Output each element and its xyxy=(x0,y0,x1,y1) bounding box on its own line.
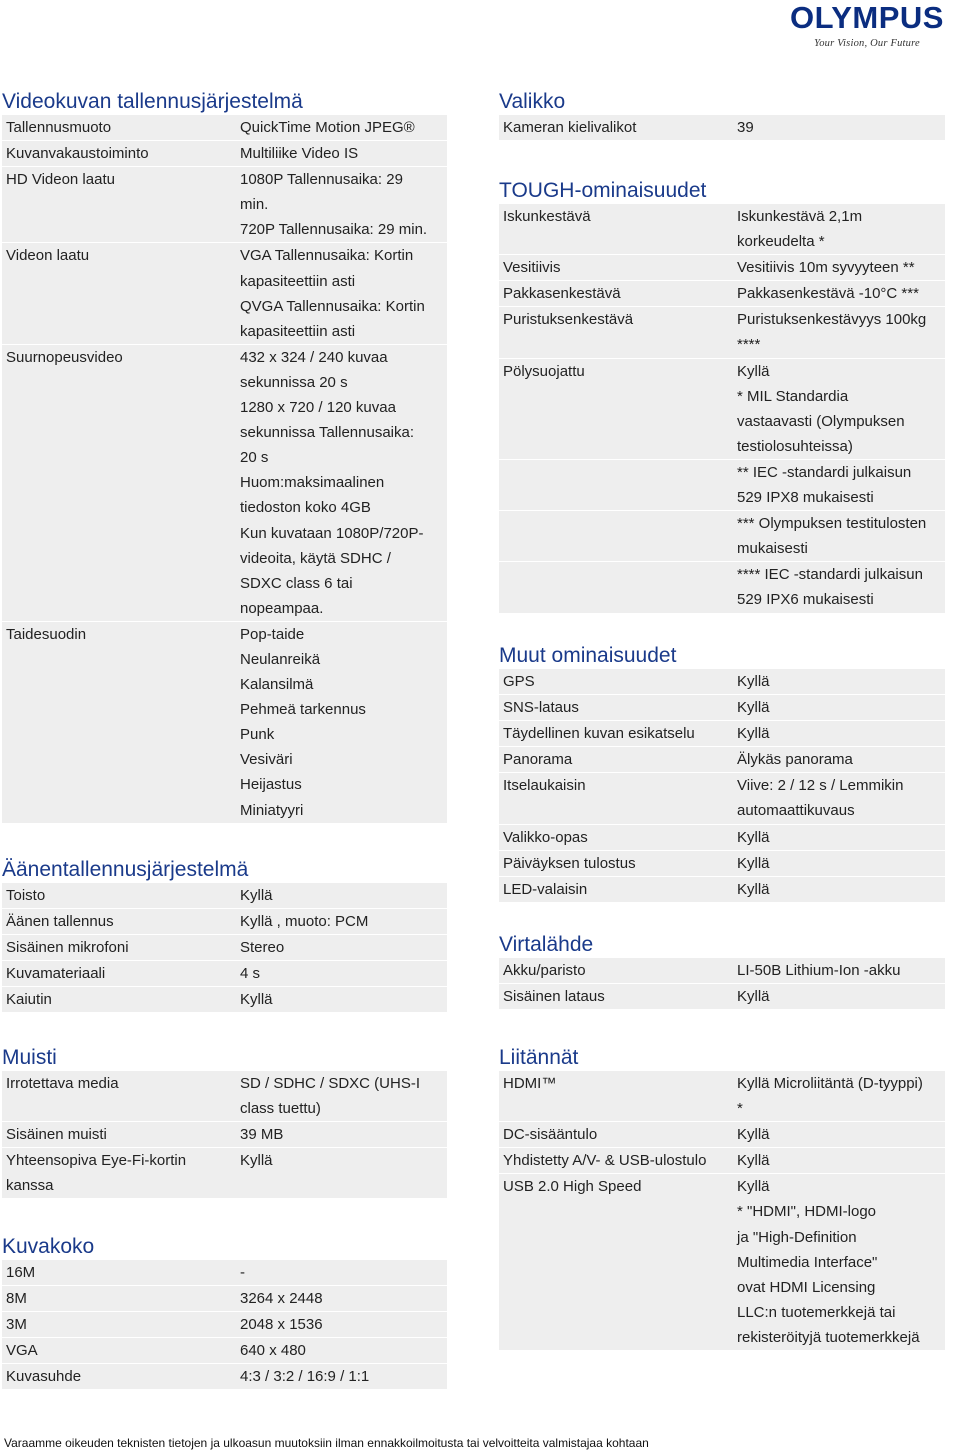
spec-value-line: SD / SDHC / SDXC (UHS-I xyxy=(240,1075,421,1092)
spec-value xyxy=(236,622,447,823)
section-title: Muisti xyxy=(2,1046,57,1069)
spec-value-line: tiedoston koko 4GB xyxy=(240,499,371,517)
spec-value-line: QVGA Tallennusaika: Kortin xyxy=(240,297,425,315)
spec-value xyxy=(236,1338,447,1363)
spec-label: Itselaukaisin xyxy=(503,777,586,795)
spec-value-line: Heijastus xyxy=(240,776,302,794)
spec-row xyxy=(2,243,447,344)
spec-value-line: *** Olympuksen testitulosten xyxy=(737,515,927,533)
spec-value-line: Neulanreikä xyxy=(240,650,321,668)
spec-row xyxy=(499,669,945,695)
spec-value xyxy=(236,141,447,166)
spec-value xyxy=(733,851,945,876)
spec-label: Vesitiivis xyxy=(503,259,561,277)
section-title: Äänentallennusjärjestelmä xyxy=(2,858,249,881)
spec-label: Puristuksenkestävä xyxy=(503,311,634,329)
spec-row xyxy=(499,562,945,613)
spec-value-line: Kyllä xyxy=(737,362,770,380)
spec-value-line: Kyllä xyxy=(737,1126,770,1144)
spec-label-line: Irrotettava media xyxy=(6,1075,119,1092)
spec-value-line: * xyxy=(737,1100,743,1118)
spec-label xyxy=(2,1122,236,1147)
spec-value xyxy=(733,958,945,983)
spec-value xyxy=(733,1174,945,1350)
spec-row xyxy=(499,984,945,1010)
spec-row xyxy=(499,747,945,773)
section-audio xyxy=(2,856,447,1013)
spec-label: Taidesuodin xyxy=(6,625,87,643)
spec-label: GPS xyxy=(503,673,535,690)
spec-value xyxy=(236,115,447,140)
spec-value xyxy=(236,167,447,242)
spec-value-line: 20 s xyxy=(240,449,269,467)
spec-value-line: 1080P Tallennusaika: 29 xyxy=(240,171,403,189)
section-video xyxy=(2,88,447,824)
spec-value xyxy=(733,1071,945,1121)
brand-name: OLYMPUS xyxy=(790,0,944,35)
spec-label: VGA xyxy=(6,1342,38,1360)
spec-value-line: testiolosuhteissa) xyxy=(737,437,853,455)
spec-value-line: **** IEC -standardi julkaisun xyxy=(737,566,923,584)
spec-value xyxy=(733,460,945,510)
spec-value xyxy=(733,511,945,561)
spec-label: 8M xyxy=(6,1290,27,1308)
spec-label: Täydellinen kuvan esikatselu xyxy=(503,725,695,743)
spec-row xyxy=(499,721,945,747)
footer-disclaimer: Varaamme oikeuden teknisten tietojen ja ulkoasun muutoksiin ilman ennakkoilmoitusta tai velvoitteita valmistajaa kohtaan xyxy=(4,1436,649,1450)
spec-value xyxy=(733,773,945,823)
spec-label: Videon laatu xyxy=(6,247,90,265)
spec-label: Sisäinen lataus xyxy=(503,988,605,1006)
spec-row xyxy=(2,909,447,935)
spec-label: Tallennusmuoto xyxy=(6,119,112,136)
spec-label: SNS-lataus xyxy=(503,699,579,717)
spec-value-line: 4:3 / 3:2 / 16:9 / 1:1 xyxy=(240,1368,370,1386)
section-title: Virtalähde xyxy=(499,933,594,956)
spec-label: Akku/paristo xyxy=(503,962,586,979)
spec-value xyxy=(236,1286,447,1311)
spec-row xyxy=(499,825,945,851)
spec-label: LED-valaisin xyxy=(503,880,588,898)
spec-label: Kaiutin xyxy=(6,991,52,1009)
spec-row xyxy=(499,1122,945,1148)
spec-label: USB 2.0 High Speed xyxy=(503,1178,642,1196)
spec-value-line: sekunnissa 20 s xyxy=(240,373,348,391)
spec-value-line: Multimedia Interface" xyxy=(737,1253,878,1271)
section-power xyxy=(499,931,945,1010)
spec-row xyxy=(499,1174,945,1351)
section-title: Muut ominaisuudet xyxy=(499,644,677,667)
spec-value-line: LI-50B Lithium-Ion -akku xyxy=(737,962,901,979)
spec-value-line: 529 IPX6 mukaisesti xyxy=(737,591,874,609)
spec-label-line: kanssa xyxy=(6,1177,54,1195)
spec-value-line: Kalansilmä xyxy=(240,676,314,694)
spec-label: Panorama xyxy=(503,751,573,769)
spec-value-line: 1280 x 720 / 120 kuvaa xyxy=(240,399,396,417)
spec-label xyxy=(499,460,733,510)
spec-row xyxy=(499,695,945,721)
spec-value xyxy=(236,345,447,621)
spec-value-line: automaattikuvaus xyxy=(737,802,855,820)
spec-row xyxy=(499,307,945,358)
spec-value-line: ** IEC -standardi julkaisun xyxy=(737,463,912,481)
spec-value xyxy=(236,243,447,343)
section-menu xyxy=(499,88,945,141)
spec-label: HD Videon laatu xyxy=(6,171,115,189)
spec-value xyxy=(733,115,945,140)
spec-value-line: 529 IPX8 mukaisesti xyxy=(737,489,874,507)
spec-label xyxy=(2,1148,236,1198)
spec-value xyxy=(236,1364,447,1389)
spec-value xyxy=(733,1148,945,1173)
spec-value xyxy=(236,987,447,1012)
section-title: Valikko xyxy=(499,90,566,113)
spec-value-line: ovat HDMI Licensing xyxy=(737,1278,876,1296)
spec-value-line: korkeudelta * xyxy=(737,233,825,251)
spec-value xyxy=(733,721,945,746)
spec-value xyxy=(733,204,945,254)
spec-value-line: * "HDMI", HDMI-logo xyxy=(737,1203,876,1221)
spec-row xyxy=(499,511,945,562)
section-title: TOUGH-ominaisuudet xyxy=(499,179,707,202)
spec-value-line: videoita, käytä SDHC / xyxy=(240,549,391,567)
spec-value xyxy=(236,935,447,960)
spec-label: Kuvamateriaali xyxy=(6,965,106,983)
spec-value xyxy=(733,281,945,306)
spec-row xyxy=(499,1071,945,1122)
spec-label: Yhdistetty A/V- & USB-ulostulo xyxy=(503,1152,707,1170)
spec-row xyxy=(2,1122,447,1148)
section-tough xyxy=(499,177,945,614)
spec-value-line: Pop-taide xyxy=(240,625,305,643)
spec-row xyxy=(2,115,447,141)
spec-label: 3M xyxy=(6,1316,27,1334)
spec-value-line: Kyllä , muoto: PCM xyxy=(240,913,369,931)
spec-value-line: Punk xyxy=(240,726,275,744)
spec-value xyxy=(733,1122,945,1147)
spec-value-line: Kyllä xyxy=(240,1152,273,1170)
spec-label xyxy=(499,562,733,612)
brand-tagline: Your Vision, Our Future xyxy=(814,38,920,49)
section-ports xyxy=(499,1044,945,1351)
spec-row xyxy=(2,1286,447,1312)
spec-value-line: kapasiteettiin asti xyxy=(240,272,356,290)
spec-row xyxy=(2,1071,447,1122)
spec-value xyxy=(733,307,945,357)
spec-label: Päiväyksen tulostus xyxy=(503,854,636,872)
section-title: Videokuvan tallennusjärjestelmä xyxy=(2,90,303,113)
spec-row xyxy=(2,345,447,622)
spec-value xyxy=(236,883,447,908)
spec-value-line: Kyllä Microliitäntä (D-tyyppi) xyxy=(737,1075,923,1092)
spec-label: 16M xyxy=(6,1264,36,1281)
spec-label: Kuvasuhde xyxy=(6,1368,82,1386)
spec-label: Iskunkestävä xyxy=(503,208,591,225)
spec-label: Kameran kielivalikot xyxy=(503,119,637,136)
spec-value-line: ja "High-Definition xyxy=(737,1228,857,1246)
spec-value-line: Kyllä xyxy=(737,1152,770,1170)
spec-value-line: 640 x 480 xyxy=(240,1342,306,1360)
spec-value-line: Kyllä xyxy=(737,854,770,872)
spec-row xyxy=(499,958,945,984)
spec-label: HDMI™ xyxy=(503,1075,557,1092)
spec-value xyxy=(733,825,945,850)
spec-value-line: Kyllä xyxy=(240,991,273,1009)
spec-value xyxy=(236,1148,447,1198)
spec-value-line: 39 xyxy=(737,119,754,136)
spec-value-line: Multiliike Video IS xyxy=(240,145,359,163)
spec-value-line: Kyllä xyxy=(737,1178,770,1196)
spec-value-line: Kyllä xyxy=(737,699,770,717)
spec-row xyxy=(2,1260,447,1286)
section-memory xyxy=(2,1044,447,1199)
spec-value-line: Viive: 2 / 12 s / Lemmikin xyxy=(737,777,904,795)
spec-value-line: QuickTime Motion JPEG® xyxy=(240,119,415,136)
spec-value-line: Kyllä xyxy=(737,725,770,743)
spec-value xyxy=(236,1260,447,1285)
spec-row xyxy=(499,115,945,141)
spec-label xyxy=(2,1071,236,1121)
spec-value-line: Huom:maksimaalinen xyxy=(240,474,385,492)
spec-row xyxy=(499,281,945,307)
section-title: Kuvakoko xyxy=(2,1235,95,1258)
spec-value xyxy=(733,747,945,772)
spec-row xyxy=(2,622,447,824)
spec-row xyxy=(2,987,447,1013)
spec-row xyxy=(499,851,945,877)
spec-value-line: * MIL Standardia xyxy=(737,387,849,405)
spec-label: Sisäinen mikrofoni xyxy=(6,939,129,957)
spec-row xyxy=(499,460,945,511)
spec-value-line: 432 x 324 / 240 kuvaa xyxy=(240,348,388,366)
spec-value-line: rekisteröityjä tuotemerkkejä xyxy=(737,1328,920,1346)
spec-value-line: nopeampaa. xyxy=(240,599,324,617)
spec-row xyxy=(2,883,447,909)
spec-row xyxy=(2,1312,447,1338)
spec-row xyxy=(499,359,945,460)
spec-label-line: Yhteensopiva Eye-Fi-kortin xyxy=(6,1152,187,1170)
spec-row xyxy=(499,204,945,255)
spec-value-line: 3264 x 2448 xyxy=(240,1290,323,1308)
spec-label: Pölysuojattu xyxy=(503,362,585,380)
spec-value-line: Vesiväri xyxy=(240,751,293,769)
spec-value-line: Kyllä xyxy=(737,673,770,690)
spec-label: Äänen tallennus xyxy=(6,913,114,931)
section-imagesize xyxy=(2,1233,447,1390)
spec-row xyxy=(2,935,447,961)
spec-value-line: mukaisesti xyxy=(737,540,808,558)
spec-row xyxy=(2,961,447,987)
spec-value xyxy=(236,1071,447,1121)
spec-value-line: LLC:n tuotemerkkejä tai xyxy=(737,1303,896,1321)
spec-value-line: Iskunkestävä 2,1m xyxy=(737,208,863,225)
spec-value-line: Kyllä xyxy=(240,887,273,904)
section-title: Liitännät xyxy=(499,1046,579,1069)
spec-value-line: VGA Tallennusaika: Kortin xyxy=(240,247,414,265)
spec-value xyxy=(733,359,945,459)
spec-value-line: Älykäs panorama xyxy=(737,751,853,769)
spec-value xyxy=(733,562,945,612)
brand-logo xyxy=(782,2,952,49)
spec-row xyxy=(2,141,447,167)
spec-value xyxy=(733,255,945,280)
spec-row xyxy=(2,1148,447,1199)
spec-row xyxy=(2,1364,447,1390)
spec-label: Toisto xyxy=(6,887,46,904)
spec-row xyxy=(499,773,945,824)
spec-row xyxy=(499,255,945,281)
spec-value-line: vastaavasti (Olympuksen xyxy=(737,412,905,430)
section-other xyxy=(499,642,945,903)
spec-label: Valikko-opas xyxy=(503,828,588,846)
spec-value-line: 4 s xyxy=(240,965,261,983)
spec-value-line: Kyllä xyxy=(737,988,770,1006)
spec-value-line: **** xyxy=(737,336,761,354)
spec-value-line: Pakkasenkestävä -10°C *** xyxy=(737,285,919,303)
spec-value-line: min. xyxy=(240,196,269,214)
spec-value-line: 2048 x 1536 xyxy=(240,1316,323,1334)
spec-label: Suurnopeusvideo xyxy=(6,348,123,366)
spec-label: DC-sisääntulo xyxy=(503,1126,598,1144)
spec-value-line: Puristuksenkestävyys 100kg xyxy=(737,311,927,329)
spec-value-line: 39 MB xyxy=(240,1126,284,1144)
spec-value xyxy=(733,695,945,720)
spec-value-line: kapasiteettiin asti xyxy=(240,322,356,340)
spec-value-line: Vesitiivis 10m syvyyteen ** xyxy=(737,259,915,277)
spec-row xyxy=(499,877,945,903)
spec-value-line: - xyxy=(240,1264,245,1281)
spec-value xyxy=(236,1122,447,1147)
spec-value-line: Kyllä xyxy=(737,880,770,898)
spec-value-line: Stereo xyxy=(240,939,285,957)
spec-value xyxy=(733,984,945,1009)
spec-value xyxy=(733,669,945,694)
spec-value-line: class tuettu) xyxy=(240,1100,321,1118)
spec-label xyxy=(499,511,733,561)
spec-value-line: 720P Tallennusaika: 29 min. xyxy=(240,221,428,239)
spec-value-line: Kyllä xyxy=(737,828,770,846)
spec-row xyxy=(2,167,447,243)
spec-value-line: Pehmeä tarkennus xyxy=(240,701,366,719)
spec-row xyxy=(499,1148,945,1174)
spec-value xyxy=(236,961,447,986)
spec-value-line: Miniatyyri xyxy=(240,801,304,819)
spec-value-line: Kun kuvataan 1080P/720P- xyxy=(240,524,424,542)
spec-value xyxy=(236,909,447,934)
spec-value-line: SDXC class 6 tai xyxy=(240,574,353,592)
spec-value xyxy=(236,1312,447,1337)
spec-label: Kuvanvakaustoiminto xyxy=(6,145,149,163)
spec-value-line: sekunnissa Tallennusaika: xyxy=(240,424,415,442)
spec-label: Pakkasenkestävä xyxy=(503,285,621,303)
spec-row xyxy=(2,1338,447,1364)
spec-label-line: Sisäinen muisti xyxy=(6,1126,107,1144)
spec-value xyxy=(733,877,945,902)
